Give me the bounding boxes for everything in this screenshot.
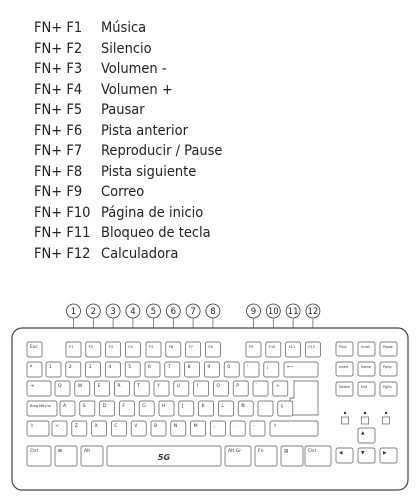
key-letter — [95, 381, 110, 396]
key-label: ç — [280, 404, 284, 410]
indicator-icon — [362, 417, 369, 424]
key-f9 — [246, 342, 261, 357]
key-ctrl-left — [27, 446, 51, 466]
indicator-icon — [342, 417, 349, 424]
key-label: X — [94, 424, 98, 430]
key-tab — [27, 381, 51, 396]
key-label: F2 — [88, 345, 94, 350]
key-letter — [154, 381, 169, 396]
key-letter — [213, 381, 228, 396]
callout-number: 9 — [250, 307, 257, 317]
shortcut-action: Volumen - — [101, 61, 167, 77]
shortcut-row — [34, 121, 404, 142]
key-label: S — [82, 404, 86, 410]
key-label: ◀ — [339, 451, 343, 457]
key-label: ⇥ — [30, 384, 34, 390]
key-f5 — [146, 342, 161, 357]
key-letter — [119, 401, 134, 416]
key-f7 — [186, 342, 201, 357]
key-label: Esc — [30, 345, 38, 351]
shortcut-row — [34, 182, 404, 203]
shortcut-row — [34, 18, 404, 39]
key-nav — [380, 342, 397, 356]
callout-number: 8 — [210, 307, 216, 317]
shortcut-key: FN+ F8 — [34, 163, 83, 180]
key-label: L — [221, 404, 224, 410]
key-label: º — [30, 365, 33, 371]
key-label: Alt — [84, 449, 91, 455]
shortcut-action: Pista siguiente — [101, 163, 197, 180]
key-label: O — [216, 384, 221, 390]
key-f4 — [125, 342, 140, 357]
key-label: 7 — [167, 365, 171, 371]
key-label: 2 — [68, 365, 72, 371]
key-letter — [60, 401, 75, 416]
key-label: Fn — [258, 449, 264, 455]
shortcut-action: Bloqueo de tecla — [101, 225, 211, 241]
key-shift-left — [27, 421, 49, 436]
key-label: 0 — [227, 365, 231, 371]
key-f10 — [266, 342, 281, 357]
keyboard-illustration — [0, 300, 420, 500]
shortcut-row — [34, 80, 404, 101]
key-label: 8 — [187, 365, 191, 371]
key-number — [244, 362, 259, 377]
key-label: Ñ — [241, 404, 245, 410]
callout-number: 5 — [150, 307, 157, 317]
key-label: Delete — [339, 385, 350, 390]
key-number — [224, 362, 239, 377]
key-letter — [151, 421, 166, 436]
shortcut-row — [34, 141, 404, 162]
shortcut-row — [34, 203, 404, 224]
key-label: Home — [361, 365, 371, 370]
key-number — [165, 362, 180, 377]
shortcut-action: Página de inicio — [101, 204, 204, 221]
key-letter — [253, 381, 268, 396]
key-label: ⇧ — [273, 424, 277, 430]
key-label: . — [233, 424, 235, 430]
key-label: M — [193, 424, 198, 430]
callout-number: 2 — [90, 307, 97, 317]
key-esc — [27, 342, 42, 357]
key-number — [185, 362, 200, 377]
shortcut-action: Silencio — [101, 40, 152, 57]
key-label: F5 — [149, 345, 154, 350]
shortcut-action: Pausar — [101, 102, 145, 118]
key-label: < — [55, 424, 59, 430]
key-nav — [380, 382, 397, 396]
key-f11 — [286, 342, 301, 357]
key-label: ¡ — [266, 365, 269, 371]
shortcut-list — [34, 18, 404, 264]
key-letter — [179, 401, 194, 416]
shortcut-row — [34, 244, 404, 265]
key-letter — [111, 421, 126, 436]
key-win — [55, 446, 77, 466]
key-label: I — [196, 384, 198, 390]
key-label: PgDn — [383, 385, 392, 390]
shortcut-row — [34, 39, 404, 60]
key-letter — [210, 421, 225, 436]
shortcut-key: FN+ F2 — [34, 40, 83, 57]
key-number — [86, 362, 101, 377]
key-letter — [230, 421, 245, 436]
key-letter — [159, 401, 174, 416]
key-f12 — [305, 342, 320, 357]
key-label: F7 — [188, 345, 193, 350]
shortcut-action: Música — [101, 20, 147, 36]
key-label: 3 — [88, 365, 92, 371]
key-nav — [358, 382, 375, 396]
key-label: ⊞ — [58, 449, 62, 455]
shortcut-action: Calculadora — [101, 245, 179, 262]
key-letter — [199, 401, 214, 416]
key-label: , — [213, 424, 215, 430]
key-letter — [194, 381, 209, 396]
key-number — [264, 362, 279, 377]
shortcut-key: FN+ F1 — [34, 20, 83, 36]
key-label: Print — [339, 345, 347, 350]
key-label: F6 — [168, 345, 174, 350]
key-letter — [218, 401, 233, 416]
key-label: T — [137, 384, 141, 390]
key-nav — [336, 342, 353, 356]
indicator-led — [385, 412, 387, 414]
key-number — [145, 362, 160, 377]
key-letter — [114, 381, 129, 396]
key-f1 — [66, 342, 81, 357]
key-label: - — [253, 424, 255, 430]
key-alt-gr — [225, 446, 251, 466]
key-letter — [233, 381, 248, 396]
brand-logo: 5G — [157, 453, 171, 462]
key-label: C — [114, 424, 118, 430]
key-letter — [52, 421, 67, 436]
key-letter — [174, 381, 189, 396]
key-label: 1 — [49, 365, 52, 371]
key-letter — [238, 401, 253, 416]
key-label: E — [97, 384, 101, 390]
callout-number: 6 — [170, 307, 177, 317]
key-label: Pause — [383, 345, 393, 350]
key-letter — [72, 421, 87, 436]
key-nav — [336, 362, 353, 376]
shortcut-key: FN+ F10 — [34, 204, 91, 221]
key-label: B — [154, 424, 158, 430]
shortcut-key: FN+ F9 — [34, 184, 83, 200]
key-letter — [139, 401, 154, 416]
key-label: 5 — [128, 365, 132, 371]
key-label: F1 — [69, 345, 74, 350]
key-label: Y — [157, 384, 160, 390]
key-nav — [380, 362, 397, 376]
key-number — [66, 362, 81, 377]
key-label: ` — [256, 384, 259, 390]
key-letter — [258, 401, 273, 416]
key-label: K — [201, 404, 205, 410]
key-label: ´ — [261, 404, 264, 410]
key-label: F10 — [268, 345, 276, 350]
key-label: Z — [74, 424, 78, 430]
shortcut-action: Pista anterior — [101, 122, 188, 139]
key-nav — [358, 362, 375, 376]
key-label: + — [275, 384, 280, 390]
key-nav — [336, 382, 353, 396]
key-letter — [273, 381, 288, 396]
callout-number: 4 — [130, 307, 136, 317]
key-letter — [191, 421, 206, 436]
key-arrow-down — [358, 448, 375, 463]
key-f8 — [205, 342, 220, 357]
callout-number: 11 — [287, 307, 299, 317]
key-letter — [171, 421, 186, 436]
key-label: W — [77, 384, 83, 390]
callout-number: 1 — [70, 307, 77, 317]
key-label: N — [173, 424, 178, 430]
key-label: D — [102, 404, 107, 410]
key-label: 6 — [148, 365, 151, 371]
shortcut-key: FN+ F4 — [34, 81, 83, 98]
key-letter — [134, 381, 149, 396]
key-letter — [92, 421, 107, 436]
key-label: P — [236, 384, 239, 390]
shortcut-key: FN+ F6 — [34, 122, 83, 139]
key-label: Q — [58, 384, 62, 390]
key-letter — [80, 401, 95, 416]
shortcut-row — [34, 100, 404, 121]
callout-number: 12 — [307, 307, 319, 317]
key-arrow-up — [358, 428, 375, 443]
key-label: U — [176, 384, 181, 390]
key-label: Alt Gr — [228, 449, 242, 455]
key-letter — [250, 421, 265, 436]
key-letter — [55, 381, 70, 396]
key-fn — [255, 446, 277, 466]
key-label: End — [361, 385, 368, 390]
key-label: PgUp — [383, 365, 392, 370]
key-label: F9 — [249, 345, 254, 350]
key-label: J — [181, 404, 184, 410]
key-label: 9 — [207, 365, 211, 371]
shortcut-key: FN+ F12 — [34, 245, 91, 262]
key-nav — [358, 342, 375, 356]
key-label: Scroll — [361, 345, 371, 350]
shortcut-key: FN+ F3 — [34, 61, 83, 77]
key-label: ▶ — [383, 451, 387, 457]
indicator-led — [364, 412, 366, 414]
key-f6 — [166, 342, 181, 357]
key-label: F11 — [288, 345, 296, 350]
key-label: ' — [247, 365, 249, 371]
key-arrow-right — [380, 448, 397, 463]
shortcut-action: Correo — [101, 184, 145, 200]
key-arrow-left — [336, 448, 353, 463]
key-number — [46, 362, 61, 377]
key-backspace — [284, 362, 318, 377]
shortcut-row — [34, 223, 404, 244]
key-label: G — [142, 404, 146, 410]
key-enter — [290, 381, 318, 415]
shortcut-key: FN+ F7 — [34, 143, 83, 159]
key-label: ⟵ — [287, 365, 294, 371]
shortcut-key: FN+ F5 — [34, 102, 83, 118]
key-f3 — [106, 342, 121, 357]
key-label: 4 — [108, 365, 112, 371]
key-label: R — [117, 384, 121, 390]
key-label: ▼ — [361, 451, 365, 457]
key-number — [204, 362, 219, 377]
key-letter — [100, 401, 115, 416]
callout-number: 7 — [190, 307, 196, 317]
shortcut-row — [34, 59, 404, 80]
key-label: ▲ — [361, 431, 365, 437]
callout-number: 10 — [267, 307, 279, 317]
callout-number: 3 — [110, 307, 116, 317]
key-label: Bloq Mayús — [30, 404, 51, 409]
key-letter — [131, 421, 146, 436]
indicator-icon — [383, 417, 390, 424]
key-label: H — [162, 404, 166, 410]
key-label: ▤ — [284, 449, 289, 455]
shortcut-key: FN+ F11 — [34, 225, 91, 241]
shortcut-action: Volumen + — [101, 81, 173, 98]
key-f2 — [86, 342, 101, 357]
shortcut-action: Reproducir / Pause — [101, 143, 223, 159]
key-label: Ctrl — [30, 449, 39, 455]
key-label: F3 — [108, 345, 113, 350]
key-label: F12 — [308, 345, 316, 350]
key-label: F4 — [128, 345, 133, 350]
key-label: V — [134, 424, 138, 430]
key-alt — [81, 446, 103, 466]
key-label: Insert — [339, 365, 349, 370]
key-label: Ctrl — [308, 449, 317, 455]
key-letter — [75, 381, 90, 396]
key-letter — [278, 401, 293, 416]
key-label: ⇧ — [30, 424, 34, 430]
key-label: A — [63, 404, 67, 410]
key-label: F8 — [208, 345, 213, 350]
indicator-led — [344, 412, 346, 414]
key-menu — [281, 446, 303, 466]
key-label: F — [122, 404, 126, 410]
shortcut-row — [34, 162, 404, 183]
key-number — [125, 362, 140, 377]
key-grave — [27, 362, 42, 377]
key-number — [105, 362, 120, 377]
key-caps-lock — [27, 401, 57, 416]
key-shift-right — [270, 421, 318, 436]
key-ctrl-right — [305, 446, 331, 466]
